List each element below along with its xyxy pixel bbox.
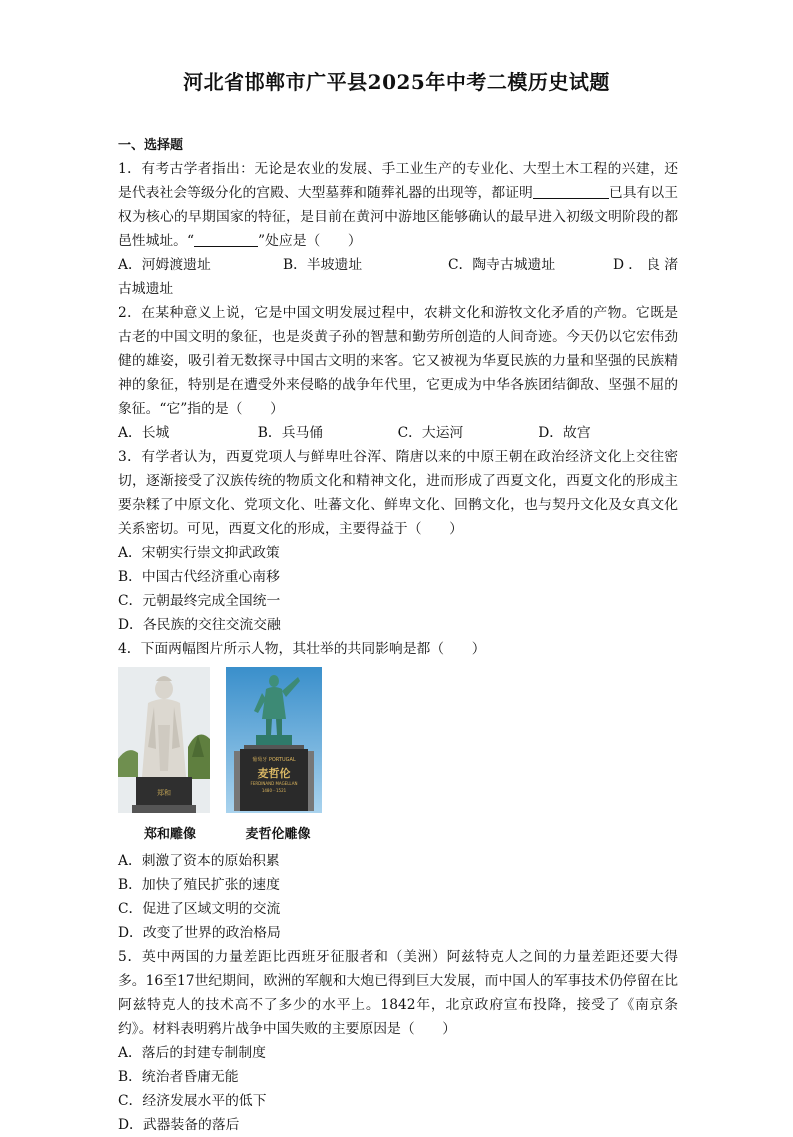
option-c[interactable]: C．经济发展水平的低下 [118,1093,267,1109]
option-a[interactable]: A．刺激了资本的原始积累 [118,853,280,869]
option-b[interactable]: B．中国古代经济重心南移 [118,569,280,585]
option-d[interactable]: D．改变了世界的政治格局 [118,925,281,941]
question-1-stem-b: 已具有以王权为核心的早期国家的特征，是目前在黄河中游地区能够确认的最早进入初级文明阶段的都邑性城址。“ [118,185,679,249]
question-5-stem: 5．英中两国的力量差距比西班牙征服者和（美洲）阿兹特克人之间的力量差距还要大得多。16至17世纪期间，欧洲的军舰和大炮已得到巨大发展，而中国人的军事技术仍停留在比阿兹特克人的技术高不了多少的水平上。1842年，北京政府宣布投降，接受了《南京条约》。材料表明鸦片战争中国失败的主要原因是（ ） [118,949,678,1037]
option-c[interactable]: C．陶寺古城遗址 [448,257,556,273]
question-1-stem-a: 1．有考古学者指出：无论是农业的发展、手工业生产的专业化、大型土木工程的兴建，还是代表社会等级分化的宫殿、大型墓葬和随葬礼器的出现等，都证明 [118,161,678,201]
question-2 [118,301,678,445]
option-c[interactable]: C．元朝最终完成全国统一 [118,593,281,609]
question-4-images [118,667,678,843]
magellan-figure [226,667,330,843]
option-b[interactable]: B．加快了殖民扩张的速度 [118,877,280,893]
option-a[interactable]: A．河姆渡遗址 [118,257,211,273]
magellan-plaque-top: 葡萄牙 PORTUGAL [252,757,296,763]
section-heading: 一、选择题 [118,138,184,153]
zhenghe-plaque-text: 郑和 [157,789,171,797]
question-3-options [118,541,678,637]
question-1-stem-c: ”处应是（ ） [258,233,362,249]
answer-blank [533,184,609,199]
magellan-statue-image [226,667,322,813]
question-1-options [118,253,678,301]
option-b[interactable]: B．统治者昏庸无能 [118,1069,239,1085]
question-2-options [118,421,678,445]
question-5 [118,945,678,1137]
answer-blank [194,232,258,247]
magellan-caption: 麦哲伦雕像 [245,827,311,842]
question-4-stem: 4．下面两幅图片所示人物，其壮举的共同影响是都（ ） [118,641,486,657]
option-c[interactable]: C．大运河 [397,425,464,441]
magellan-plaque-name: 麦哲伦 [257,767,291,780]
option-a[interactable]: A．宋朝实行崇文抑武政策 [118,545,280,561]
option-d[interactable]: D．各民族的交往交流交融 [118,617,281,633]
question-3-stem: 3．有学者认为，西夏党项人与鲜卑吐谷浑、隋唐以来的中原王朝在政治经济文化上交往密切，逐渐接受了汉族传统的物质文化和精神文化，进而形成了西夏文化，西夏文化的形成主要杂糅了中原文化、党项文化、吐蕃文化、鲜卑文化、回鹘文化，也与契丹文化及女真文化关系密切。可见，西夏文化的形成，主要得益于（ ） [118,449,678,537]
zhenghe-figure [118,667,222,843]
zhenghe-statue-image [118,667,210,813]
question-list [118,157,678,1137]
question-2-stem: 2．在某种意义上说，它是中国文明发展过程中，农耕文化和游牧文化矛盾的产物。它既是古老的中国文明的象征，也是炎黄子孙的智慧和勤劳所创造的人间奇迹。今天仍以它宏伟劲健的雄姿，吸引着无数探寻中国古文明的来客。它又被视为华夏民族的力量和坚强的民族精神的象征，特别是在遭受外来侵略的战争年代里，它更成为中华各族团结御敌、坚强不屈的象征。“它”指的是（ ） [118,305,678,417]
option-a[interactable]: A．落后的封建专制制度 [118,1045,266,1061]
magellan-plaque-en: FERDINAND MAGELLAN [250,781,298,786]
option-a[interactable]: A．长城 [118,425,170,441]
option-d[interactable]: D．武器装备的落后 [118,1117,240,1133]
page-title: 河北省邯郸市广平县2025年中考二模历史试题 [183,70,610,94]
option-b[interactable]: B．半坡遗址 [283,257,363,273]
option-d[interactable]: D．故宫 [538,425,591,441]
option-b[interactable]: B．兵马俑 [257,425,324,441]
question-4-options [118,849,678,945]
question-3 [118,445,678,637]
question-4 [118,637,678,945]
question-1 [118,157,678,301]
option-d[interactable]: D．良渚古城遗址 [118,257,678,297]
zhenghe-caption: 郑和雕像 [143,827,196,842]
magellan-plaque-years: 1480－1521 [261,788,287,793]
option-c[interactable]: C．促进了区域文明的交流 [118,901,281,917]
